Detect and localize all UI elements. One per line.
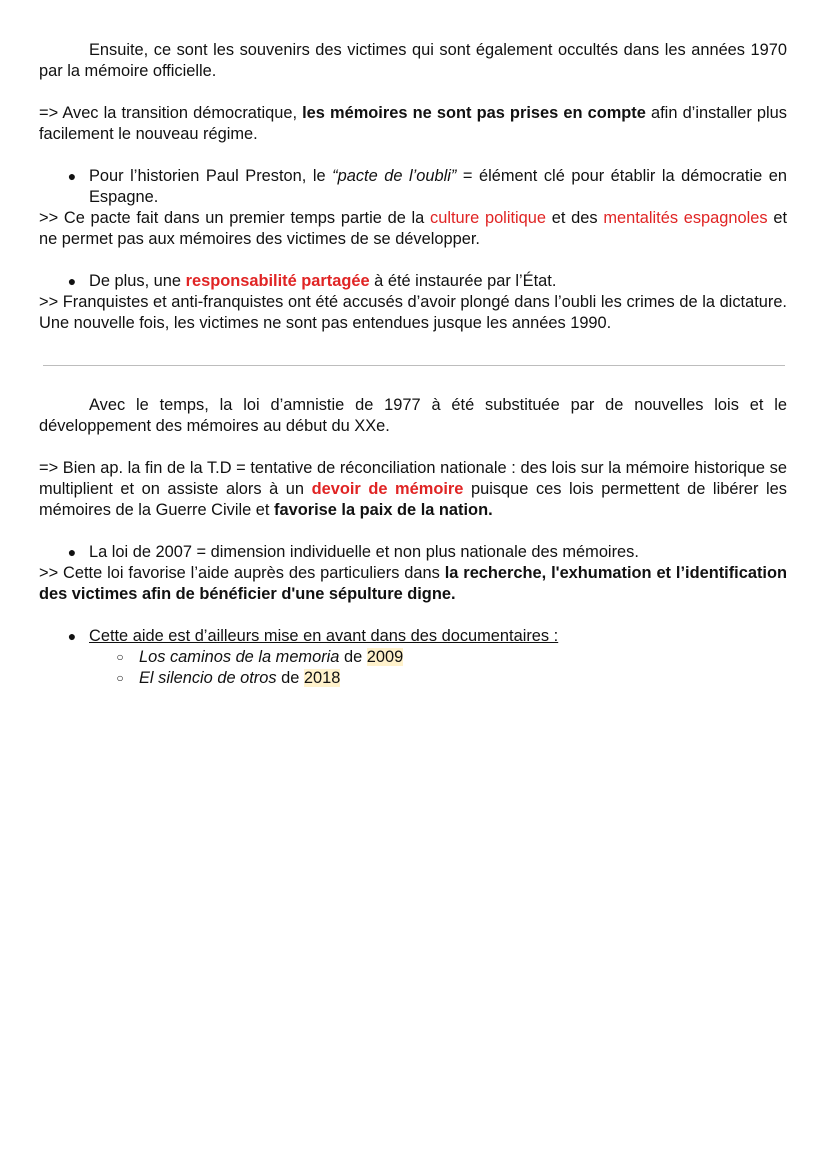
paragraph-franquistes: >> Franquistes et anti-franquistes ont été accusés d’avoir plongé dans l’oubli les crimes de la dictature. Une nouvelle fois, les victimes ne sont pas entendues jusque les années 1990.: [39, 293, 787, 332]
highlight-red-text: devoir de mémoire: [311, 480, 464, 498]
text: La loi de 2007 = dimension individuelle et non plus nationale des mémoires.: [89, 543, 639, 561]
paragraph-pacte: [39, 208, 787, 250]
bullet-icon: ●: [67, 628, 77, 644]
hollow-bullet-icon: ○: [116, 650, 124, 664]
bold-text: les mémoires ne sont pas prises en compte: [302, 104, 646, 122]
bullet-icon: ●: [67, 273, 77, 289]
text: Pour l’historien Paul Preston, le: [89, 167, 333, 185]
text: De plus, une: [89, 272, 186, 290]
horizontal-divider: [43, 365, 785, 366]
paragraph-reconciliation: [39, 458, 787, 521]
paragraph-transition: [39, 103, 787, 145]
text: de: [339, 648, 367, 666]
text: >> Cette loi favorise l’aide auprès des particuliers dans: [39, 564, 445, 582]
highlight-red-text: responsabilité partagée: [185, 272, 370, 290]
list-item-documentaires: [39, 626, 787, 647]
text: afin d’installer plus facilement le nouveau régime.: [39, 104, 787, 143]
paragraph-amnistie: Avec le temps, la loi d’amnistie de 1977 à été substituée par de nouvelles lois et le développement des mémoires au début du XXe.: [39, 396, 787, 435]
highlighted-year: 2009: [366, 648, 404, 666]
text: à été instaurée par l’État.: [369, 272, 557, 290]
underlined-text: Cette aide est d’ailleurs mise en avant dans des documentaires :: [89, 627, 559, 645]
list-item-responsabilite: [39, 271, 787, 292]
text: et ne permet pas aux mémoires des victimes de se développer.: [39, 209, 787, 248]
highlighted-year: 2018: [303, 669, 341, 687]
highlight-red-text: mentalités espagnoles: [603, 209, 768, 227]
text: >> Ce pacte fait dans un premier temps partie de la: [39, 209, 431, 227]
text: => Bien ap. la fin de la T.D = tentative de réconciliation nationale : des lois sur la mémoire historique se multiplient et on assiste alors à un: [39, 459, 787, 498]
list-item-preston: [39, 166, 787, 208]
highlight-red-text: culture politique: [430, 209, 547, 227]
bold-text: favorise la paix de la nation.: [274, 501, 493, 519]
bullet-icon: ●: [67, 168, 77, 184]
italic-text: “pacte de l’oubli”: [332, 167, 457, 185]
text: et des: [546, 209, 604, 227]
bold-text: la recherche, l'exhumation et l’identification des victimes afin de bénéficier d'une sépulture digne.: [39, 564, 787, 603]
hollow-bullet-icon: ○: [116, 671, 124, 685]
bullet-icon: ●: [67, 544, 77, 560]
list-item-loi-2007: [39, 542, 787, 563]
text: => Avec la transition démocratique,: [39, 104, 303, 122]
sub-list-item-caminos: [39, 647, 787, 668]
text: puisque ces lois permettent de libérer les mémoires de la Guerre Civile et: [39, 480, 787, 519]
paragraph-souvenirs: Ensuite, ce sont les souvenirs des victimes qui sont également occultés dans les années 1970 par la mémoire officielle.: [39, 41, 787, 80]
sub-list-item-silencio: [39, 668, 787, 689]
text: de: [276, 669, 304, 687]
text: = élément clé pour établir la démocratie en Espagne.: [89, 167, 788, 206]
film-title: Los caminos de la memoria: [139, 648, 340, 666]
section-2: [39, 395, 787, 689]
paragraph-aide: [39, 563, 787, 605]
section-1: [39, 40, 787, 334]
film-title: El silencio de otros: [139, 669, 277, 687]
